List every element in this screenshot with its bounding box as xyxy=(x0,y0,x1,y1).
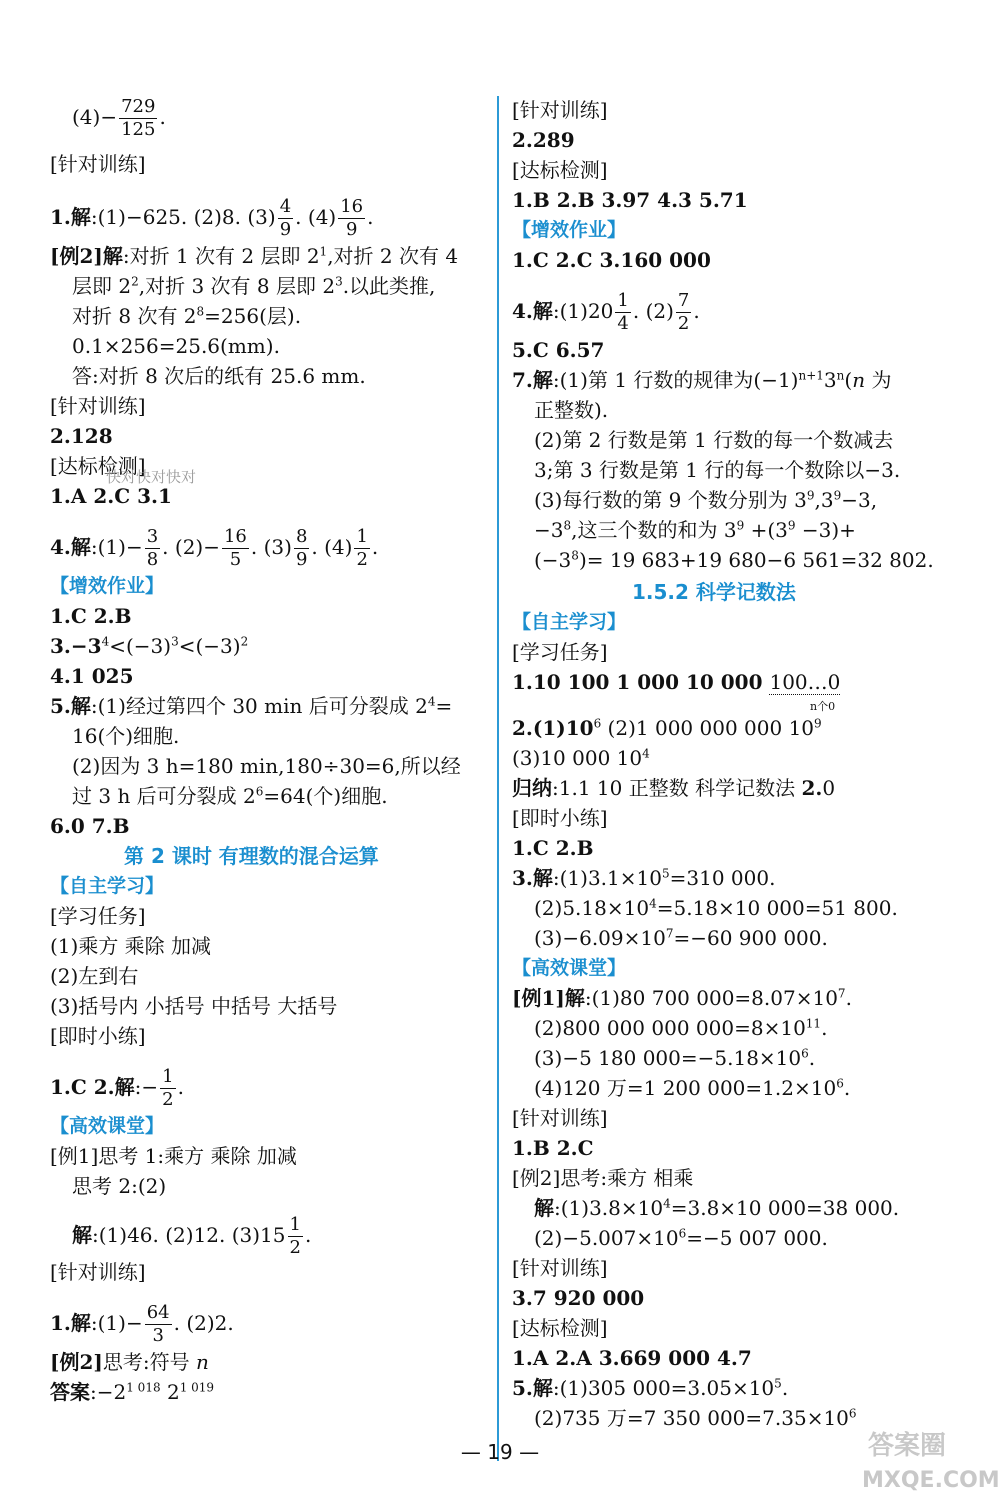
line: 1.C 2.C 3.160 000 xyxy=(512,248,711,272)
line: (3)括号内 小括号 中括号 大括号 xyxy=(50,994,338,1018)
line: (4)− $\frac{729}{125}$ . xyxy=(72,96,166,140)
line: (1)乘方 乘除 加减 xyxy=(50,934,212,958)
line: [例2]思考:符号 n xyxy=(50,1350,209,1374)
line: [针对训练] xyxy=(50,152,146,176)
line: 1.B 2.B 3.97 4.3 5.71 xyxy=(512,188,748,212)
line: 过 3 h 后可分裂成 $2^6=64$(个)细胞. xyxy=(72,784,388,808)
line: (2)左到右 xyxy=(50,964,139,988)
line: [达标检测] xyxy=(512,158,608,182)
line: $(3)-6.09\times 10^7=-60$ 900 000. xyxy=(534,926,828,950)
watermark-logo: 答案圈 xyxy=(868,1431,947,1461)
line: 5.解:(1)经过第四个 30 min 后可分裂成 $2^4=$ xyxy=(50,694,453,718)
line: 4.1 025 xyxy=(50,664,134,688)
line: 解$:(1)3.8\times 10^4=3.8\times 10$ 000=38 000. xyxy=(534,1196,900,1220)
page-number: — 19 — xyxy=(460,1440,540,1464)
column-divider xyxy=(497,96,499,1461)
section-heading: 【高效课堂】 xyxy=(512,957,627,979)
line: 解:(1)46. (2)12. (3)15 $\frac{1}{2}$ . xyxy=(72,1214,312,1258)
line: $2.(1)10^6$ (2)1 000 000 000 $10^9$ xyxy=(512,716,822,740)
line: 1.A 2.A 3.669 000 4.7 xyxy=(512,1346,752,1370)
section-heading: 【自主学习】 xyxy=(512,611,627,633)
line: [即时小练] xyxy=(512,806,608,830)
line: [达标检测] xyxy=(512,1316,608,1340)
line: (2)因为 3 h=180 min,180÷30=6,所以经 xyxy=(72,754,461,778)
line: 1.C 2.B xyxy=(512,836,594,860)
section-heading: 【高效课堂】 xyxy=(50,1115,165,1137)
line: 4.解:(1)− $\frac{3}{8}$ . (2)− $\frac{16}{5}$ . (3) $\frac{8}{9}$ . (4) $\frac{1}{2}$ . xyxy=(50,526,379,570)
line: 正整数). xyxy=(534,398,609,422)
line: [例2]思考:乘方 相乘 xyxy=(512,1166,694,1190)
line: 层即 $2^2$,对折 3 次有 8 层即 $2^3$.以此类推, xyxy=(72,274,436,298)
line: [学习任务] xyxy=(512,640,608,664)
line: 3.7 920 000 xyxy=(512,1286,645,1310)
line: 7.解:(1)第 1 行数的规律为$(-1)^{n+1}3^n(n$ 为 xyxy=(512,368,892,392)
line: [针对训练] xyxy=(50,1260,146,1284)
brace-label: n个0 xyxy=(810,700,836,713)
line: 1.10 100 1 000 10 000 100…0 xyxy=(512,670,841,694)
line: 3.解$:(1)3.1\times 10^5=310$ 000. xyxy=(512,866,776,890)
line: 1.C 2.B xyxy=(50,604,132,628)
line: $3.-3^4<(-3)^3<(-3)^2$ xyxy=(50,634,249,658)
section-heading: 【增效作业】 xyxy=(50,575,165,597)
watermark-url: MXQE.COM xyxy=(862,1468,1000,1493)
section-heading: 【自主学习】 xyxy=(50,875,165,897)
line: 6.0 7.B xyxy=(50,814,130,838)
watermark: 快对快对快对 xyxy=(106,468,197,486)
line: 16(个)细胞. xyxy=(72,724,180,748)
line: [针对训练] xyxy=(512,1256,608,1280)
line: $(2)-5.007\times 10^6=-5$ 007 000. xyxy=(534,1226,828,1250)
line: $(2)5.18\times 10^4=5.18\times 10$ 000=51 800. xyxy=(534,896,898,920)
line: 对折 8 次有 $2^8=256$(层). xyxy=(72,304,302,328)
line: [例2]解:对折 1 次有 2 层即 $2^1$,对折 2 次有 4 xyxy=(50,244,459,268)
line: [达标检测] xyxy=(50,454,146,478)
line: 答案$:-2^{1 018}$ $2^{1 019}$ xyxy=(50,1380,215,1404)
line: 答:对折 8 次后的纸有 25.6 mm. xyxy=(72,364,366,388)
line: 1.解:(1)− $\frac{64}{3}$ . (2)2. xyxy=(50,1302,234,1346)
line: 思考 2:(2) xyxy=(72,1174,167,1198)
line: [针对训练] xyxy=(512,98,608,122)
line: [例1]思考 1:乘方 乘除 加减 xyxy=(50,1144,297,1168)
line: (3)每行数的第 9 个数分别为 $3^9,3^9-3$, xyxy=(534,488,878,512)
line: 归纳:1.1 10 正整数 科学记数法 2.0 xyxy=(512,776,836,800)
line: [例1]解:(1)80 700 $000=8.07\times 10^7$. xyxy=(512,986,852,1010)
line: [学习任务] xyxy=(50,904,146,928)
line: (2)800 000 000 $000=8\times 10^{11}$. xyxy=(534,1016,828,1040)
line: $(-3^8)= 19$ 683+19 680−6 561=32 802. xyxy=(534,548,934,572)
line: 3;第 3 行数是第 1 行的每一个数除以−3. xyxy=(534,458,901,482)
line: 2.289 xyxy=(512,128,575,152)
line: 2.128 xyxy=(50,424,113,448)
line: $-3^8$,这三个数的和为 $3^9 +(3^9 -3)+$ xyxy=(534,518,856,542)
lesson-title: 1.5.2 科学记数法 xyxy=(632,580,796,604)
line: 1.A 2.C 3.1 xyxy=(50,484,172,508)
section-heading: 【增效作业】 xyxy=(512,219,627,241)
line: (3)10 000 $10^4$ xyxy=(512,746,650,770)
lesson-title: 第 2 课时 有理数的混合运算 xyxy=(124,844,379,868)
line: 5.C 6.57 xyxy=(512,338,605,362)
line: 1.B 2.C xyxy=(512,1136,594,1160)
line: [针对训练] xyxy=(50,394,146,418)
line: (3)−5 180 $000=-5.18\times 10^6$. xyxy=(534,1046,816,1070)
line: 4.解:(1)20 $\frac{1}{4}$ . (2) $\frac{7}{2}$ . xyxy=(512,290,700,334)
line: [针对训练] xyxy=(512,1106,608,1130)
line: 1.C 2.解:− $\frac{1}{2}$ . xyxy=(50,1066,184,1110)
line: (4)120 万=1 200 $000=1.2\times 10^6$. xyxy=(534,1076,851,1100)
line: [即时小练] xyxy=(50,1024,146,1048)
line: 5.解:(1)305 $000=3.05\times 10^5$. xyxy=(512,1376,789,1400)
line: (2)第 2 行数是第 1 行数的每一个数减去 xyxy=(534,428,894,452)
line: (2)735 万=7 350 $000=7.35\times 10^6$ xyxy=(534,1406,857,1430)
line: 0.1×256=25.6(mm). xyxy=(72,334,280,358)
line: 1.解:(1)−625. (2)8. (3) $\frac{4}{9}$ . (4) $\frac{16}{9}$ . xyxy=(50,196,374,240)
